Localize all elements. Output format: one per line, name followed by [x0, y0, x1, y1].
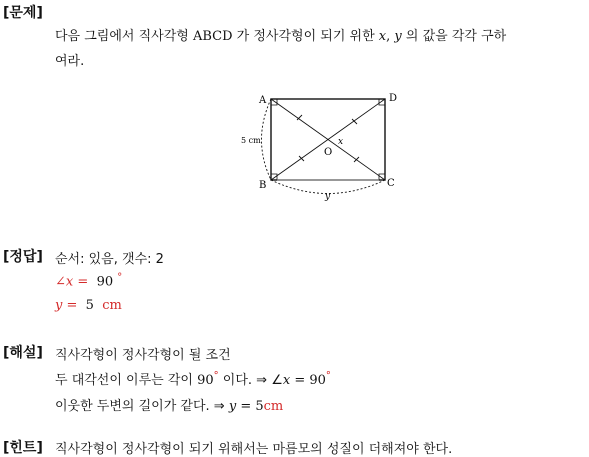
tick-mark-ao — [297, 115, 302, 120]
hint-label: [힌트] — [3, 440, 43, 456]
explanation-var-x: x — [282, 373, 291, 388]
right-angle-c — [379, 174, 385, 180]
dimension-arc-left — [262, 99, 272, 180]
explanation-text-2c: 이다. ⇒ ∠ — [218, 373, 283, 388]
answer-y-value: 5 — [85, 298, 94, 313]
angle-symbol: ∠ — [55, 274, 66, 290]
right-angle-a — [271, 99, 277, 105]
explanation-label: [해설] — [3, 345, 43, 361]
problem-line-2: 여라. — [55, 54, 85, 69]
vertex-label-d: D — [389, 93, 398, 104]
problem-text-b: 의 값을 각각 구하 — [401, 29, 507, 44]
problem-var-x: x — [378, 29, 387, 44]
tick-mark-oc — [354, 157, 359, 162]
explanation-line-3 — [55, 395, 283, 414]
side-label-5cm: 5 cm — [241, 136, 261, 145]
answer-degree-unit: ° — [117, 272, 123, 283]
diagonal-ac — [271, 99, 385, 180]
problem-line-1 — [55, 25, 506, 44]
explanation-degree-1: ° — [213, 370, 219, 382]
vertex-label-c: C — [387, 178, 395, 189]
explanation-line-2 — [55, 369, 331, 388]
answer-angle-value: 90 — [96, 274, 114, 290]
answer-y-unit: cm — [102, 298, 122, 313]
explanation-angle-90: 90 — [197, 373, 214, 388]
answer-angle-x — [55, 272, 122, 289]
rectangle-abcd — [271, 99, 385, 180]
answer-equals-1: = — [73, 274, 93, 290]
problem-text-a: 다음 그림에서 직사각형 ABCD 가 정사각형이 되기 위한 — [55, 29, 379, 44]
right-angle-d — [379, 99, 385, 105]
diagonal-bd — [271, 99, 385, 180]
problem-label: [문제] — [3, 5, 43, 21]
answer-length-y — [55, 298, 122, 313]
explanation-text-2d: = 90 — [290, 373, 326, 388]
center-label-o: O — [324, 147, 333, 158]
tick-mark-od — [352, 119, 357, 124]
explanation-unit-cm: cm — [263, 399, 284, 414]
explanation-text-2a: 두 대각선이 이루는 각이 — [55, 373, 198, 388]
problem-var-y: y — [394, 29, 402, 44]
angle-label-x: x — [338, 137, 344, 147]
vertex-label-a: A — [259, 95, 267, 106]
explanation-text-3a: 이웃한 두변의 길이가 같다. ⇒ — [55, 399, 229, 414]
answer-var-x: x — [65, 274, 74, 290]
tick-mark-bo — [299, 156, 304, 161]
answer-label: [정답] — [3, 249, 43, 265]
explanation-var-y: y — [228, 399, 237, 414]
problem-comma: , — [386, 29, 395, 44]
answer-order-count: 순서: 있음, 갯수: 2 — [55, 252, 164, 267]
answer-equals-2: = — [62, 298, 82, 313]
vertex-label-b: B — [259, 180, 267, 191]
explanation-line-1: 직사각형이 정사각형이 될 조건 — [55, 348, 231, 363]
side-label-y: y — [325, 192, 331, 202]
answer-var-y: y — [55, 298, 63, 313]
explanation-degree-2: ° — [325, 370, 331, 382]
explanation-text-3b: = 5 — [236, 399, 264, 414]
dimension-arc-bottom — [271, 180, 385, 194]
hint-text: 직사각형이 정사각형이 되기 위해서는 마름모의 성질이 더해져야 한다. — [55, 442, 453, 457]
right-angle-b — [271, 174, 277, 180]
